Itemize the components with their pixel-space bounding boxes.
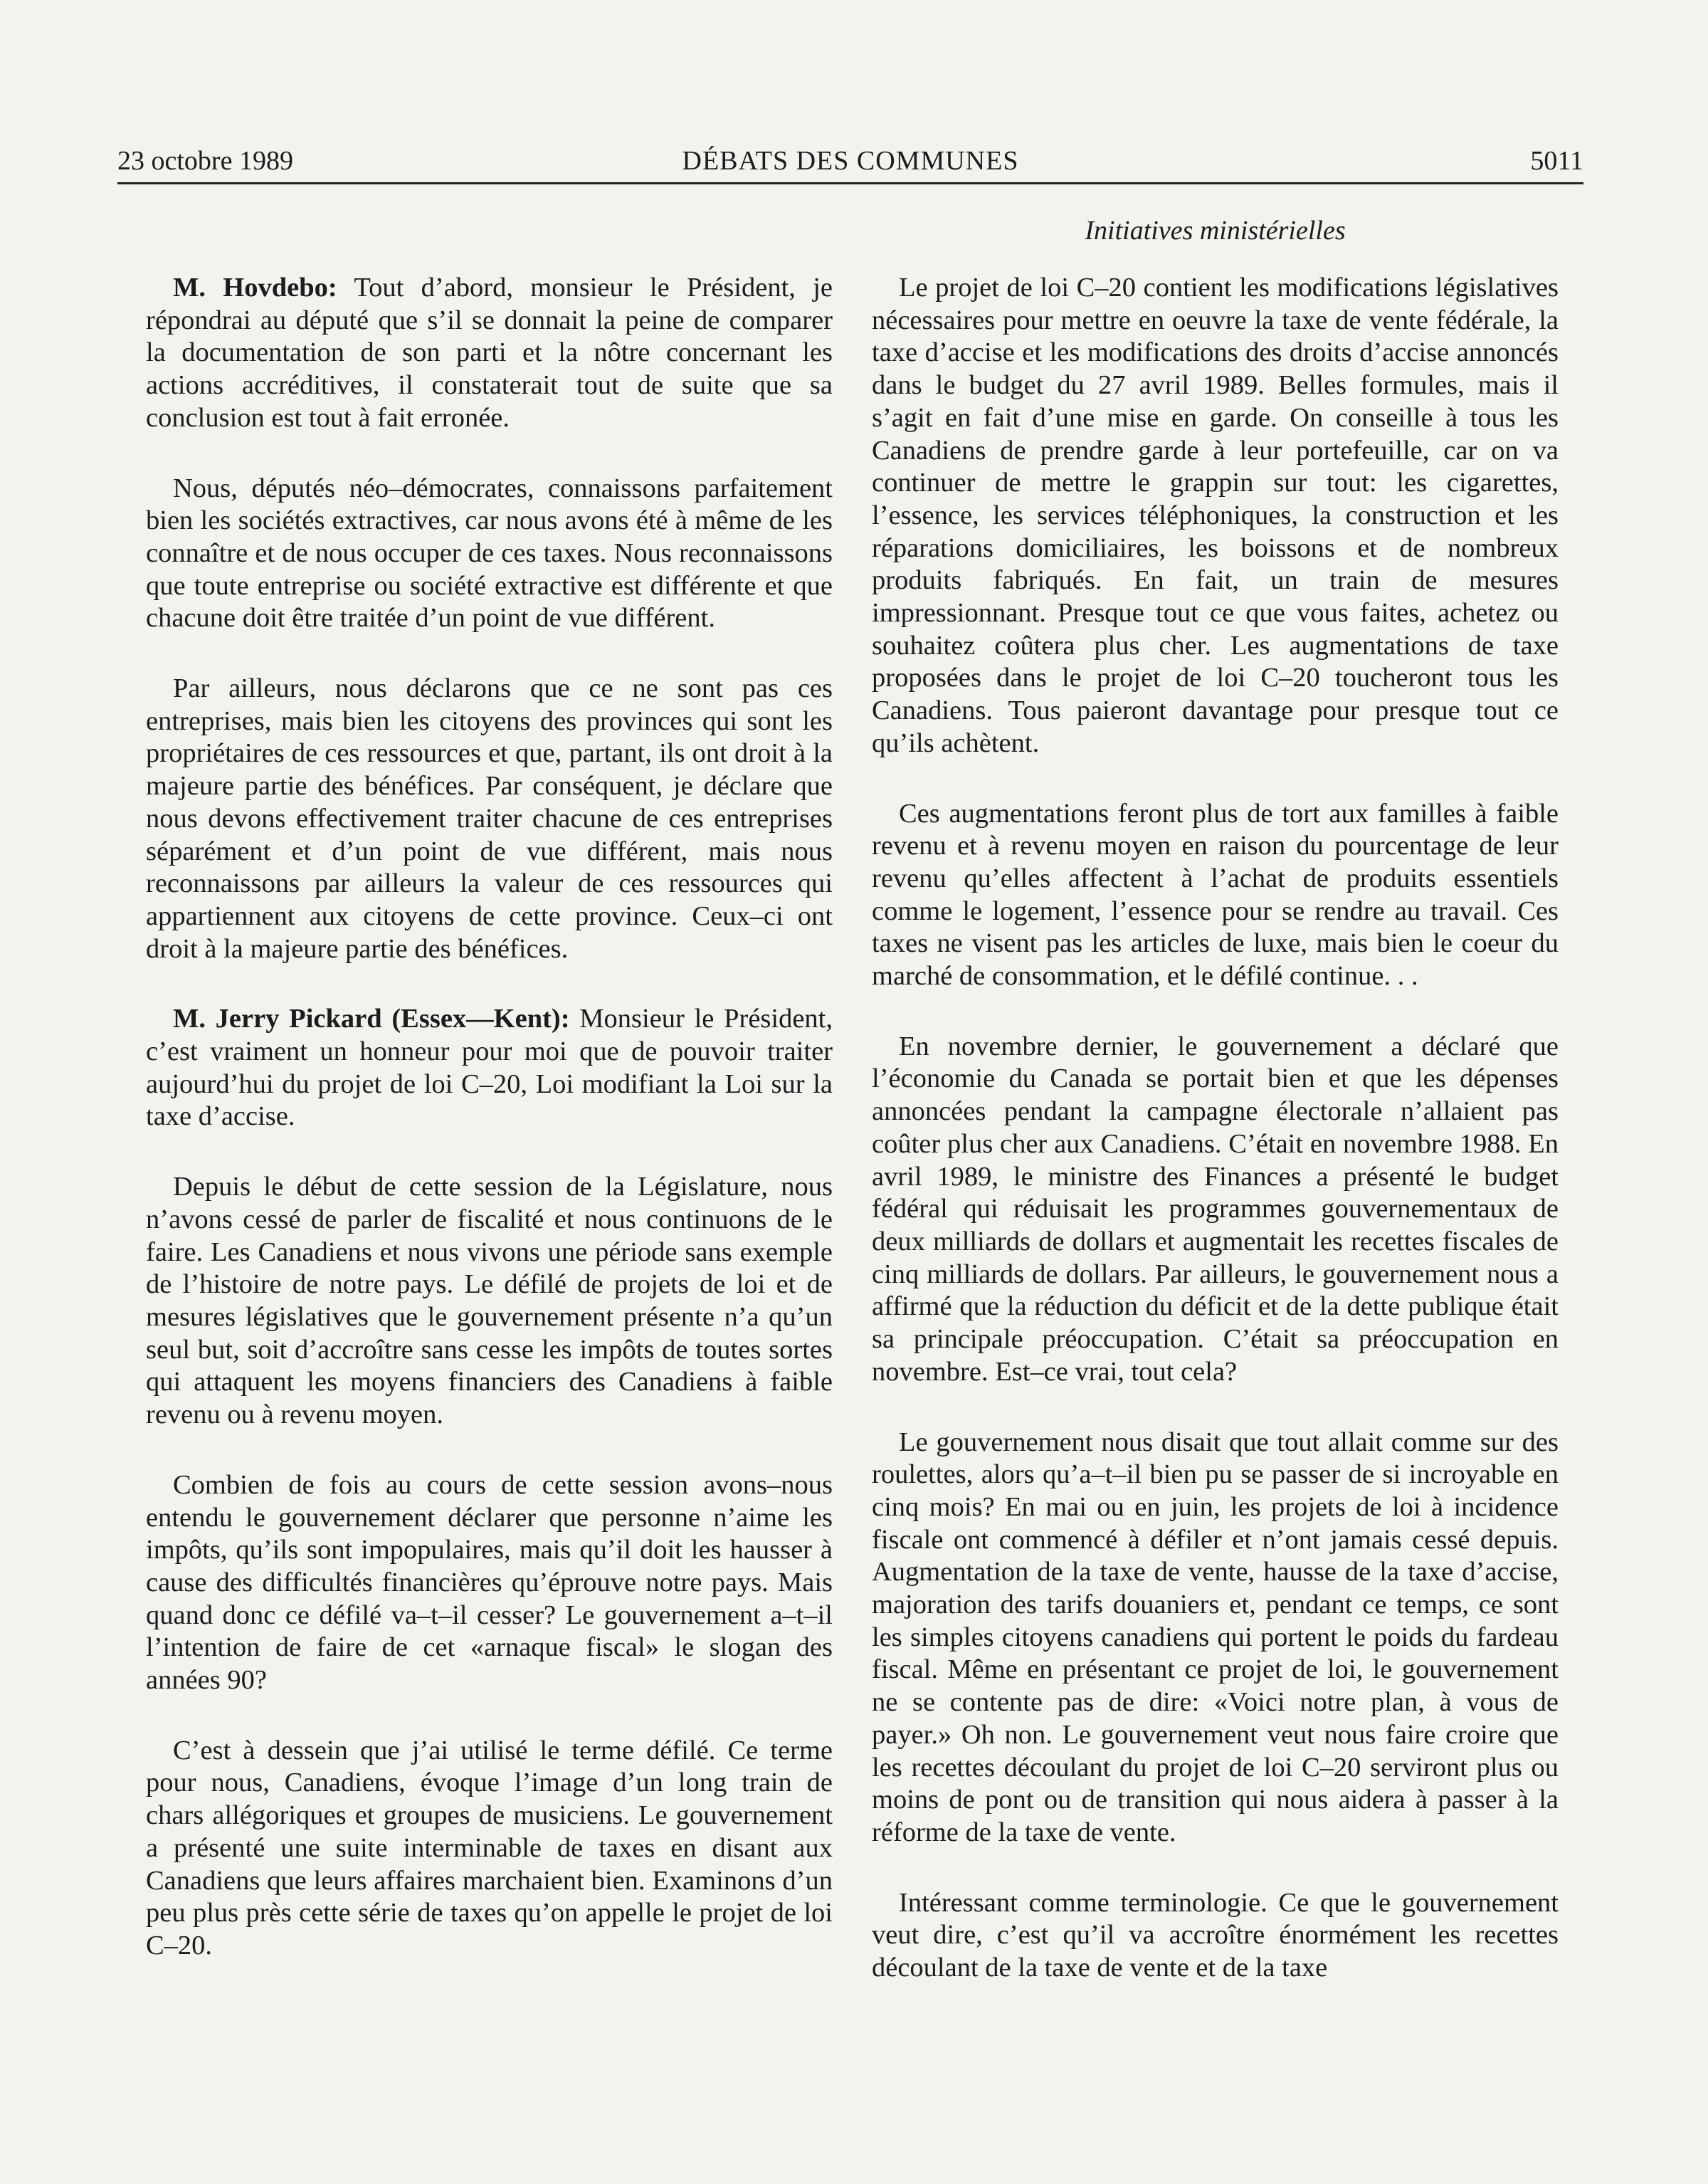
paragraph-text: Monsieur le Président, c’est vraiment un honneur pour moi que de pouvoir traiter aujourd’hui du projet de loi C–20, Loi modifiant la Loi sur la taxe d’accise. bbox=[146, 1004, 833, 1132]
left-column bbox=[146, 211, 833, 2000]
paragraph: Intéressant comme terminologie. Ce que le gouvernement veut dire, c’est qu’il va accroître énormément les recettes découlant de la taxe de vente et de la taxe bbox=[872, 1887, 1559, 1983]
header-rule bbox=[117, 182, 1583, 184]
paragraph: Le gouvernement nous disait que tout allait comme sur des roulettes, alors qu’a–t–il bien pu se passer de si incroyable en cinq mois? En mai ou en juin, les projets de loi à incidence fiscale ont commencé à défiler et n’ont jamais cessé depuis. Augmentation de la taxe de vente, hausse de la taxe d’accise, majoration des tarifs douaniers et, pendant ce temps, ce sont les simples citoyens canadiens qui portent le poids du fardeau fiscal. Même en présentant ce projet de loi, le gouvernement ne se contente pas de dire: «Voici notre plan, à vous de payer.» Oh non. Le gouvernement veut nous faire croire que les recettes découlant du projet de loi C–20 serviront plus ou moins de pont ou de transition qui nous aidera à passer à la réforme de la taxe de vente. bbox=[872, 1427, 1559, 1847]
page-header bbox=[117, 140, 1583, 182]
speaker-name: M. Hovdebo: bbox=[173, 273, 337, 303]
paragraph: Par ailleurs, nous déclarons que ce ne sont pas ces entreprises, mais bien les citoyens des provinces qui sont les propriétaires de ces ressources et que, partant, ils ont droit à la majeure partie des bénéfices. Par conséquent, je déclare que nous devons effectivement traiter chacune de ces entreprises séparément et d’un point de vue différent, mais nous reconnaissons par ailleurs la valeur de ces ressources qui appartiennent aux citoyens de cette province. Ceux–ci ont droit à la majeure partie des bénéfices. bbox=[146, 673, 833, 964]
paragraph: Le projet de loi C–20 contient les modifications législatives nécessaires pour mettre en oeuvre la taxe de vente fédérale, la taxe d’accise et les modifications des droits d’accise annoncés dans le budget du 27 avril 1989. Belles formules, mais il s’agit en fait d’une mise en garde. On conseille à tous les Canadiens de prendre garde à leur portefeuille, car on va continuer de mettre le grappin sur tout: les cigarettes, l’essence, les services téléphoniques, la construction et les réparations domiciliaires, les boissons et de nombreux produits fabriqués. En fait, un train de mesures impressionnant. Presque tout ce que vous faites, achetez ou souhaitez coûtera plus cher. Les augmentations de taxe proposées dans le projet de loi C–20 toucheront tous les Canadiens. Tous paieront davantage pour presque tout ce qu’ils achètent. bbox=[872, 273, 1559, 758]
speaker-name: M. Jerry Pickard (Essex—Kent): bbox=[173, 1004, 570, 1034]
header-date: 23 octobre 1989 bbox=[117, 146, 293, 176]
paragraph-hovdebo-reply bbox=[146, 272, 833, 435]
header-page-number: 5011 bbox=[1530, 146, 1583, 176]
paragraph: Combien de fois au cours de cette session avons–nous entendu le gouvernement déclarer que personne n’aime les impôts, qu’ils sont impopulaires, mais qu’il doit les hausser à cause des difficultés financières qu’éprouve notre pays. Mais quand donc ce défilé va–t–il cesser? Le gouvernement a–t–il l’intention de faire de cet «arnaque fiscal» le slogan des années 90? bbox=[146, 1469, 833, 1696]
header-title: DÉBATS DES COMMUNES bbox=[682, 146, 1019, 176]
paragraph: Ces augmentations feront plus de tort aux familles à faible revenu et à revenu moyen en raison du pourcentage de leur revenu qu’elles affectent à l’achat de produits essentiels comme le logement, l’essence pour se rendre au travail. Ces taxes ne visent pas les articles de luxe, mais bien le coeur du marché de consommation, et le défilé continue. . . bbox=[872, 798, 1559, 992]
right-column bbox=[872, 211, 1559, 2022]
paragraph: C’est à dessein que j’ai utilisé le terme défilé. Ce terme pour nous, Canadiens, évoque l’image d’un long train de chars allégoriques et groupes de musiciens. Le gouvernement a présenté une suite interminable de taxes en disant aux Canadiens que leurs affaires marchaient bien. Examinons d’un peu plus près cette série de taxes qu’on appelle le projet de loi C–20. bbox=[146, 1735, 833, 1960]
paragraph: En novembre dernier, le gouvernement a déclaré que l’économie du Canada se portait bien et que les dépenses annoncées pendant la campagne électorale n’allaient pas coûter plus cher aux Canadiens. C’était en novembre 1988. En avril 1989, le ministre des Finances a présenté le budget fédéral qui réduisait les programmes gouvernementaux de deux milliards de dollars et augmentait les recettes fiscales de cinq milliards de dollars. Par ailleurs, le gouvernement nous a affirmé que la réduction du déficit et de la dette publique était sa principale préoccupation. C’était sa préoccupation en novembre. Est–ce vrai, tout cela? bbox=[872, 1031, 1559, 1387]
section-label: Initiatives ministérielles bbox=[1085, 216, 1346, 246]
paragraph-text: Tout d’abord, monsieur le Président, je répondrai au député que s’il se donnait la peine de comparer la documentation de son parti et la nôtre concernant les actions accréditives, il constaterait tout de suite que sa conclusion est tout à fait erronée. bbox=[146, 273, 833, 433]
paragraph: Depuis le début de cette session de la Législature, nous n’avons cessé de parler de fiscalité et nous continuons de le faire. Les Canadiens et nous vivons une période sans exemple de l’histoire de notre pays. Le défilé de projets de loi et de mesures législatives que le gouvernement présente n’a qu’un seul but, soit d’accroître sans cesse les impôts de toutes sortes qui attaquent les moyens financiers des Canadiens à faible revenu ou à revenu moyen. bbox=[146, 1172, 833, 1430]
paragraph-pickard-intro bbox=[146, 1003, 833, 1133]
paragraph: Nous, députés néo–démocrates, connaissons parfaitement bien les sociétés extractives, car nous avons été à même de les connaître et de nous occuper de ces taxes. Nous reconnaissons que toute entreprise ou société extractive est différente et que chacune doit être traitée d’un point de vue différent. bbox=[146, 473, 833, 634]
